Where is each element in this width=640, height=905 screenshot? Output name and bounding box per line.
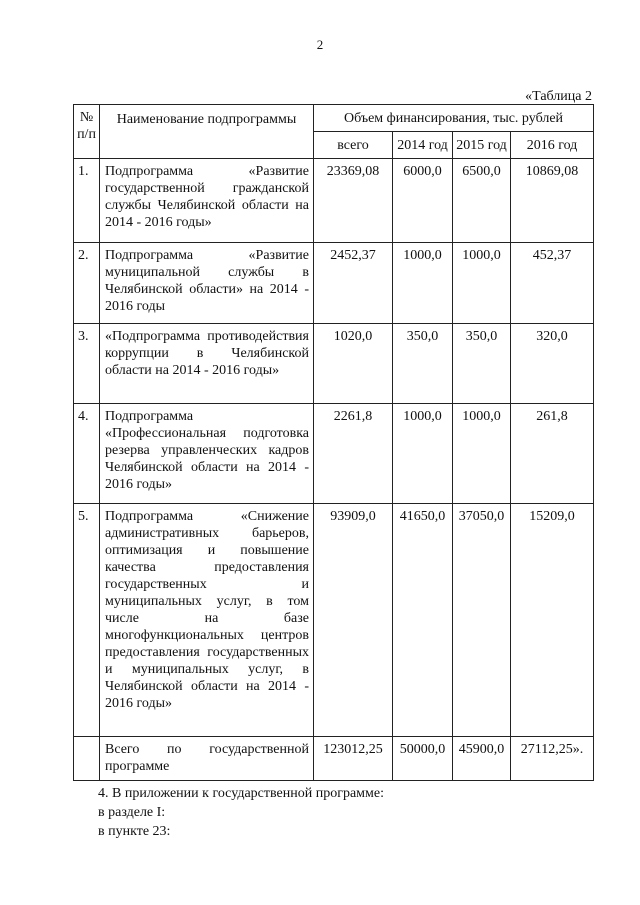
header-row-top	[74, 105, 594, 132]
row-total: 1020,0	[314, 324, 393, 404]
header-number: № п/п	[74, 105, 100, 159]
row-total: 23369,08	[314, 159, 393, 243]
table-row	[74, 243, 594, 324]
row-total: 93909,0	[314, 504, 393, 737]
paragraph-appendix: 4. В приложении к государственной программе:	[98, 786, 384, 801]
totals-total: 123012,25	[314, 737, 393, 781]
row-2014: 6000,0	[393, 159, 453, 243]
header-name: Наименование подпрограммы	[100, 105, 314, 159]
row-2015: 350,0	[453, 324, 511, 404]
row-name: Подпрограмма «Развитие государственной гражданской службы Челябинской области на 2014 - 2016 годы»	[100, 159, 314, 243]
row-2015: 37050,0	[453, 504, 511, 737]
totals-2014: 50000,0	[393, 737, 453, 781]
table-row	[74, 504, 594, 737]
row-2016: 452,37	[511, 243, 594, 324]
row-2016: 261,8	[511, 404, 594, 504]
totals-number	[74, 737, 100, 781]
row-2015: 6500,0	[453, 159, 511, 243]
header-2016: 2016 год	[511, 132, 594, 159]
financing-table	[73, 104, 594, 781]
header-funding: Объем финансирования, тыс. рублей	[314, 105, 594, 132]
row-number: 1.	[74, 159, 100, 243]
row-2016: 320,0	[511, 324, 594, 404]
page-number: 2	[316, 37, 324, 52]
row-total: 2452,37	[314, 243, 393, 324]
row-number: 5.	[74, 504, 100, 737]
paragraph-item: в пункте 23:	[98, 824, 171, 839]
row-name: Подпрограмма «Снижение административных барьеров, оптимизация и повышение качества предоставления государственных и муниципальных услуг, в том числе на базе многофункциональных центров предоставления государственных и муниципальных услуг, в Челябинской области на 2014 - 2016 годы»	[100, 504, 314, 737]
row-2015: 1000,0	[453, 243, 511, 324]
row-2016: 15209,0	[511, 504, 594, 737]
row-2014: 1000,0	[393, 404, 453, 504]
table-caption: «Таблица 2	[525, 89, 592, 104]
header-2015: 2015 год	[453, 132, 511, 159]
row-2014: 41650,0	[393, 504, 453, 737]
row-2014: 350,0	[393, 324, 453, 404]
row-number: 4.	[74, 404, 100, 504]
totals-row	[74, 737, 594, 781]
row-name: Подпрограмма «Развитие муниципальной службы в Челябинской области» на 2014 - 2016 годы	[100, 243, 314, 324]
row-2015: 1000,0	[453, 404, 511, 504]
header-2014: 2014 год	[393, 132, 453, 159]
table-row	[74, 404, 594, 504]
row-name: Подпрограмма «Профессиональная подготовка резерва управленческих кадров Челябинской области на 2014 - 2016 годы»	[100, 404, 314, 504]
row-2016: 10869,08	[511, 159, 594, 243]
paragraph-section: в разделе I:	[98, 805, 166, 820]
table-row	[74, 324, 594, 404]
totals-2015: 45900,0	[453, 737, 511, 781]
row-name: «Подпрограмма противодействия коррупции в Челябинской области на 2014 - 2016 годы»	[100, 324, 314, 404]
header-total: всего	[314, 132, 393, 159]
row-number: 2.	[74, 243, 100, 324]
row-total: 2261,8	[314, 404, 393, 504]
totals-2016: 27112,25».	[511, 737, 594, 781]
row-number: 3.	[74, 324, 100, 404]
table-row	[74, 159, 594, 243]
totals-label: Всего по государственной программе	[100, 737, 314, 781]
row-2014: 1000,0	[393, 243, 453, 324]
